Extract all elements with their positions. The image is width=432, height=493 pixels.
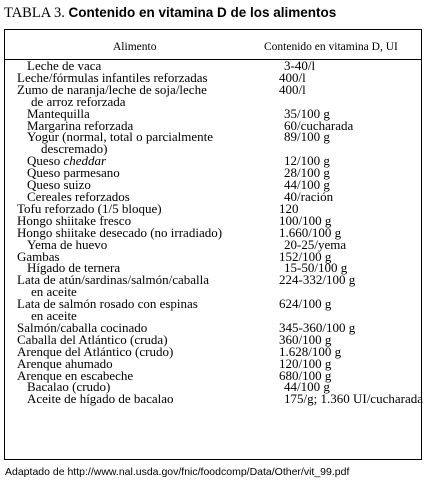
source-note: Adaptado de http://www.nal.usda.gov/fnic/foodcomp/Data/Other/vit_99.pdf <box>5 466 350 478</box>
vitamin-d-value: 12/100 g <box>284 153 330 169</box>
header-food: Alimento <box>113 41 157 53</box>
header-value: Contenido en vitamina D, UI <box>264 41 398 53</box>
food-name: Queso <box>27 153 64 169</box>
food-name: Yogur (normal, total o parcialmente <box>27 129 214 145</box>
vitamin-d-value: 89/100 g <box>284 129 330 145</box>
food-name: Leche/fórmulas infantiles reforzadas <box>17 69 208 85</box>
food-name: Queso parmesano <box>27 165 120 181</box>
table-row <box>17 131 417 155</box>
food-name: Leche de vaca <box>27 58 102 73</box>
vitamin-d-value: 3-40/l <box>284 58 316 73</box>
food-name: Gambas <box>17 248 60 264</box>
food-name-continued: en aceite <box>31 284 77 300</box>
table-body <box>17 58 423 407</box>
food-cell <box>17 274 271 298</box>
food-name: Margarina reforzada <box>27 117 134 133</box>
food-cell <box>17 393 271 405</box>
table-row <box>17 81 417 109</box>
vitamin-d-value: 100/100 g <box>279 212 332 228</box>
vitamin-d-value: 345-360/100 g <box>279 319 356 335</box>
food-name: Arenque del Atlántico (crudo) <box>17 343 174 359</box>
food-name: Aceite de hígado de bacalao <box>27 391 174 407</box>
food-name: Cereales reforzados <box>27 188 130 204</box>
food-name: Yema de huevo <box>27 236 108 252</box>
vitamin-d-table <box>4 29 422 460</box>
vitamin-d-value: 60/cucharada <box>284 117 354 133</box>
food-cell <box>17 298 271 322</box>
food-name: Tofu reforzado (1/5 bloque) <box>17 200 162 216</box>
vitamin-d-value: 44/100 g <box>284 379 330 395</box>
food-name: Queso suizo <box>27 177 91 193</box>
vitamin-d-value: 624/100 g <box>279 296 332 312</box>
food-name: Hígado de ternera <box>27 260 121 276</box>
table-row <box>17 391 423 407</box>
table-title-main: Contenido en vitamina D de los alimentos <box>68 5 337 20</box>
food-name-continued: de arroz reforzada <box>31 93 126 109</box>
vitamin-d-value: 152/100 g <box>279 248 332 264</box>
vitamin-d-value: 20-25/yema <box>284 236 347 252</box>
food-name: Caballa del Atlántico (cruda) <box>17 331 168 347</box>
vitamin-d-value: 44/100 g <box>284 177 330 193</box>
food-name: Arenque ahumado <box>17 355 113 371</box>
food-name-continued: en aceite <box>31 308 77 324</box>
table-row <box>17 298 417 322</box>
food-name: Lata de salmón rosado con espinas <box>17 296 198 312</box>
food-name: Salmón/caballa cocinado <box>17 319 148 335</box>
food-name-italic: cheddar <box>63 153 107 169</box>
vitamin-d-value: 360/100 g <box>279 331 332 347</box>
vitamin-d-value: 680/100 g <box>279 367 332 383</box>
vitamin-d-value: 1.628/100 g <box>279 343 342 359</box>
vitamin-d-value: 35/100 g <box>284 105 330 121</box>
food-name-continued: descremado) <box>41 141 108 157</box>
food-name: Hongo shiitake desecado (no irradiado) <box>17 224 223 240</box>
food-cell <box>17 131 271 155</box>
vitamin-d-value: 120/100 g <box>279 355 332 371</box>
vitamin-d-value: 120 <box>279 200 299 216</box>
table-row <box>17 274 417 298</box>
vitamin-d-value: 28/100 g <box>284 165 330 181</box>
table-title <box>4 5 336 22</box>
food-name: Arenque en escabeche <box>17 367 134 383</box>
vitamin-d-value: 1.660/100 g <box>279 224 342 240</box>
table-title-prefix: TABLA 3. <box>4 5 65 21</box>
table-row <box>17 236 417 252</box>
vitamin-d-value: 40/ración <box>284 188 334 204</box>
vitamin-d-value: 224-332/100 g <box>279 272 356 288</box>
food-cell <box>17 81 271 109</box>
food-name: Zumo de naranja/leche de soja/leche <box>17 81 207 97</box>
food-name: Bacalao (crudo) <box>27 379 111 395</box>
vitamin-d-value: 15-50/100 g <box>284 260 348 276</box>
vitamin-d-value: 400/l <box>279 69 306 85</box>
vitamin-d-value: 175/g; 1.360 UI/cucharada <box>284 391 423 407</box>
vitamin-d-value: 400/l <box>279 81 306 97</box>
food-name: Hongo shiitake fresco <box>17 212 132 228</box>
food-name: Lata de atún/sardinas/salmón/caballa <box>17 272 210 288</box>
food-name: Mantequilla <box>27 105 90 121</box>
